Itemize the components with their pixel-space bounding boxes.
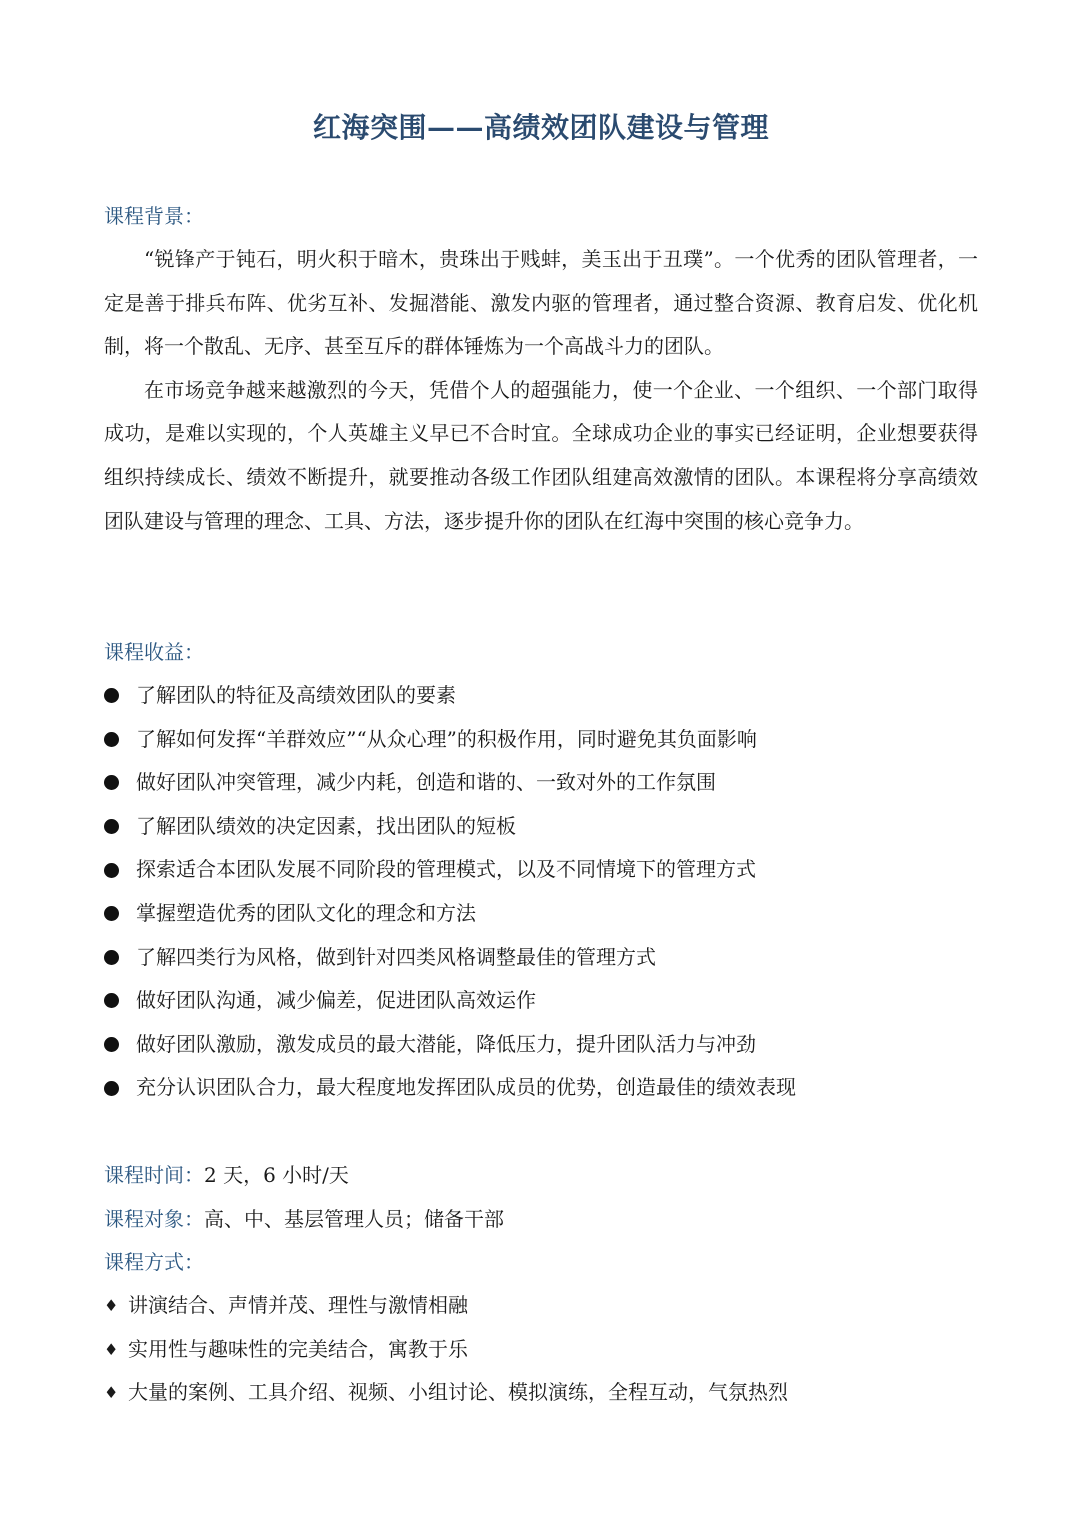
methods-list	[104, 1284, 978, 1415]
benefit-text: 做好团队冲突管理，减少内耗，创造和谐的、一致对外的工作氛围	[136, 770, 716, 795]
benefit-text: 掌握塑造优秀的团队文化的理念和方法	[136, 900, 476, 925]
background-body	[104, 238, 978, 543]
benefit-text: 了解团队的特征及高绩效团队的要素	[136, 683, 456, 707]
bullet-dot-icon	[104, 863, 119, 878]
bullet-dot-icon	[104, 775, 119, 790]
benefit-item	[104, 979, 978, 1023]
background-paragraph-1: “锐锋产于钝石，明火积于暗木，贵珠出于贱蚌，美玉出于丑璞”。一个优秀的团队管理者，一定是善于排兵布阵、优劣互补、发掘潜能、激发内驱的管理者，通过整合资源、教育启发、优化机制，将一个散乱、无序、甚至互斥的群体锤炼为一个高战斗力的团队。	[104, 247, 978, 359]
bullet-dot-icon	[104, 950, 119, 965]
background-heading: 课程背景：	[104, 204, 204, 228]
benefit-item	[104, 1066, 978, 1110]
benefit-item	[104, 718, 978, 762]
diamond-bullet-icon: ♦	[104, 1383, 119, 1403]
background-paragraph-2: 在市场竞争越来越激烈的今天，凭借个人的超强能力，使一个企业、一个组织、一个部门取得成功，是难以实现的，个人英雄主义早已不合时宜。全球成功企业的事实已经证明，企业想要获得组织持续成长、绩效不断提升，就要推动各级工作团队组建高效激情的团队。本课程将分享高绩效团队建设与管理的理念、工具、方法，逐步提升你的团队在红海中突围的核心竞争力。	[104, 377, 978, 533]
benefit-text: 做好团队沟通，减少偏差，促进团队高效运作	[136, 988, 536, 1013]
bullet-dot-icon	[104, 732, 119, 747]
bullet-dot-icon	[104, 819, 119, 834]
benefit-text: 了解团队绩效的决定因素，找出团队的短板	[136, 813, 516, 838]
diamond-bullet-icon: ♦	[104, 1296, 119, 1315]
method-item	[104, 1284, 978, 1328]
benefit-item	[104, 936, 978, 980]
bullet-dot-icon	[104, 906, 119, 921]
benefit-text: 做好团队激励，激发成员的最大潜能，降低压力，提升团队活力与冲劲	[136, 1031, 756, 1056]
benefit-item	[104, 805, 978, 849]
benefit-item	[104, 1023, 978, 1067]
bullet-dot-icon	[104, 1081, 119, 1096]
benefit-text: 了解四类行为风格，做到针对四类风格调整最佳的管理方式	[136, 944, 656, 969]
method-text: 实用性与趣味性的完美结合，寓教于乐	[128, 1336, 468, 1361]
bullet-dot-icon	[104, 1037, 119, 1052]
method-item	[104, 1371, 978, 1415]
bullet-dot-icon	[104, 993, 119, 1008]
method-item	[104, 1328, 978, 1372]
page-title: 红海突围——高绩效团队建设与管理	[312, 111, 769, 144]
course-target-value: 高、中、基层管理人员；储备干部	[204, 1207, 504, 1231]
benefit-item	[104, 848, 978, 892]
benefits-heading: 课程收益：	[104, 640, 204, 664]
method-text: 讲演结合、声情并茂、理性与激情相融	[128, 1293, 468, 1317]
benefit-text: 充分认识团队合力，最大程度地发挥团队成员的优势，创造最佳的绩效表现	[136, 1075, 796, 1100]
benefit-text: 探索适合本团队发展不同阶段的管理模式，以及不同情境下的管理方式	[136, 857, 756, 882]
benefit-item	[104, 674, 978, 718]
bullet-dot-icon	[104, 688, 119, 703]
method-text: 大量的案例、工具介绍、视频、小组讨论、模拟演练，全程互动，气氛热烈	[128, 1380, 788, 1405]
course-time	[104, 1161, 349, 1189]
course-target	[104, 1205, 504, 1233]
diamond-bullet-icon: ♦	[104, 1339, 119, 1359]
course-time-label: 课程时间：	[104, 1163, 204, 1187]
benefit-text: 了解如何发挥“羊群效应”“从众心理”的积极作用，同时避免其负面影响	[136, 726, 757, 751]
benefit-item	[104, 761, 978, 805]
course-target-label: 课程对象：	[104, 1207, 204, 1231]
benefit-item	[104, 892, 978, 936]
methods-heading: 课程方式：	[104, 1250, 204, 1274]
course-time-value: 2 天，6 小时/天	[204, 1163, 349, 1187]
benefits-list	[104, 674, 978, 1110]
